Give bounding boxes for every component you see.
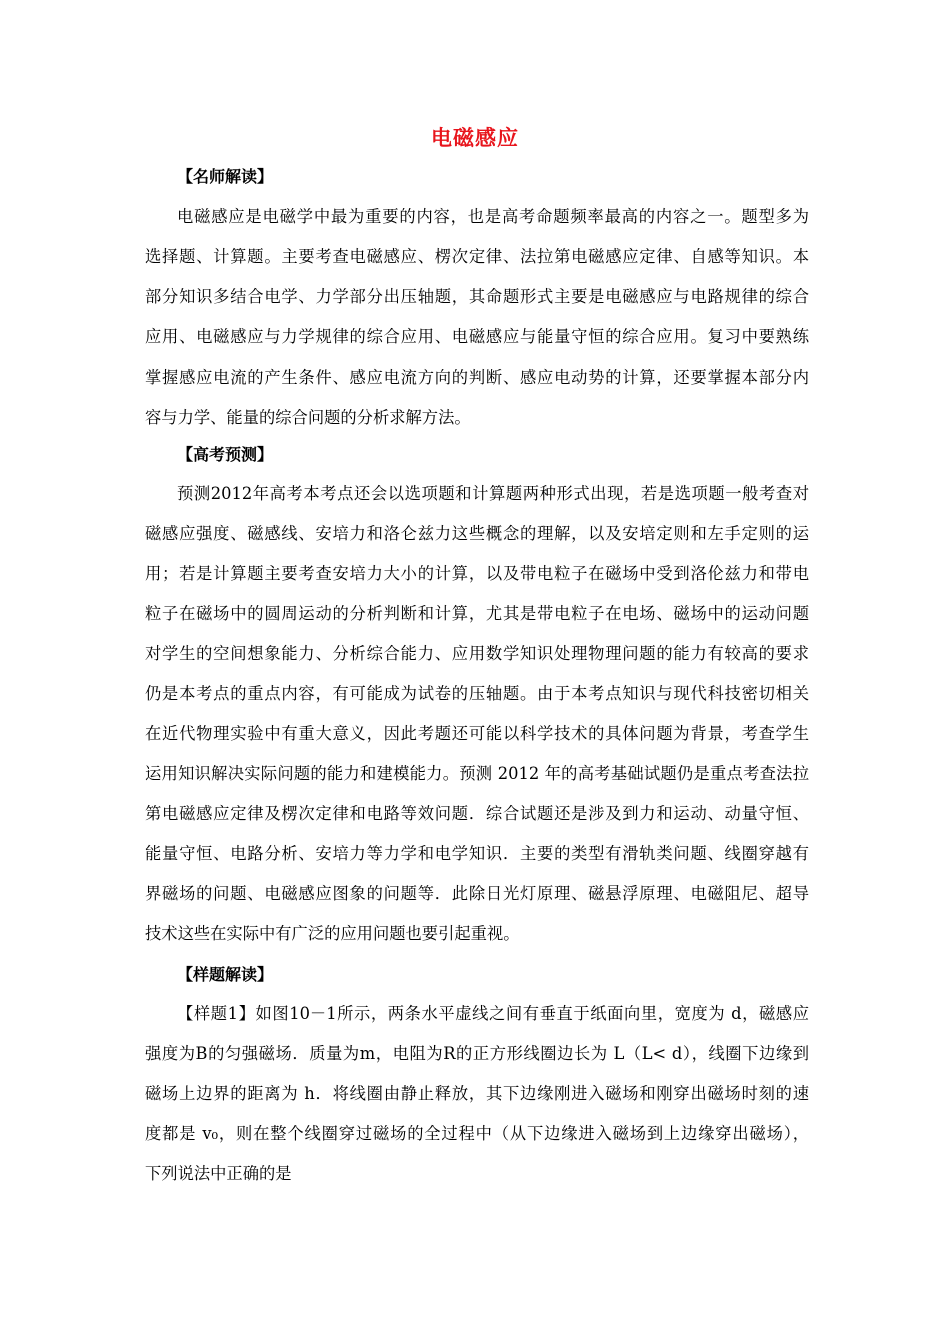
section-heading-sample-question: 【样题解读】 [177,965,274,984]
paragraph-line: 技术这些在实际中有广泛的应用问题也要引起重视。 [145,924,520,943]
paragraph-line: 粒子在磁场中的圆周运动的分析判断和计算，尤其是带电粒子在电场、磁场中的运动问题 [145,604,809,623]
page-title: 电磁感应 [431,126,519,150]
paragraph-line: 【样题1】如图10－1所示，两条水平虚线之间有垂直于纸面向里，宽度为 d，磁感应 [177,1004,809,1023]
paragraph-line: 在近代物理实验中有重大意义，因此考题还可能以科学技术的具体问题为背景，考查学生 [145,724,809,743]
paragraph-line: 度都是 v₀，则在整个线圈穿过磁场的全过程中（从下边缘进入磁场到上边缘穿出磁场）， [145,1124,809,1143]
paragraph-line: 用；若是计算题主要考查安培力大小的计算，以及带电粒子在磁场中受到洛伦兹力和带电 [145,564,809,583]
paragraph-line: 磁场上边界的距离为 h．将线圈由静止释放，其下边缘刚进入磁场和刚穿出磁场时刻的速 [145,1084,809,1103]
paragraph-line: 强度为B的匀强磁场．质量为m，电阻为R的正方形线圈边长为 L（L< d），线圈下边缘到 [145,1044,809,1063]
paragraph-line: 电磁感应是电磁学中最为重要的内容，也是高考命题频率最高的内容之一。题型多为 [177,207,809,226]
paragraph-line: 对学生的空间想象能力、分析综合能力、应用数学知识处理物理问题的能力有较高的要求 [145,644,809,663]
paragraph-line: 仍是本考点的重点内容，有可能成为试卷的压轴题。由于本考点知识与现代科技密切相关 [145,684,809,703]
paragraph-line: 部分知识多结合电学、力学部分出压轴题，其命题形式主要是电磁感应与电路规律的综合 [145,287,809,306]
paragraph-line: 应用、电磁感应与力学规律的综合应用、电磁感应与能量守恒的综合应用。复习中要熟练 [145,327,809,346]
paragraph-line: 运用知识解决实际问题的能力和建模能力。预测 2012 年的高考基础试题仍是重点考查法拉 [145,764,809,783]
paragraph-line: 界磁场的问题、电磁感应图象的问题等．此除日光灯原理、磁悬浮原理、电磁阻尼、超导 [145,884,809,903]
paragraph-line: 下列说法中正确的是 [145,1164,292,1183]
paragraph-line: 能量守恒、电路分析、安培力等力学和电学知识．主要的类型有滑轨类问题、线圈穿越有 [145,844,809,863]
section-heading-teacher-reading: 【名师解读】 [177,167,274,186]
paragraph-line: 预测2012年高考本考点还会以选项题和计算题两种形式出现，若是选项题一般考查对 [177,484,809,503]
paragraph-line: 容与力学、能量的综合问题的分析求解方法。 [145,408,471,427]
section-heading-exam-forecast: 【高考预测】 [177,445,274,464]
paragraph-line: 掌握感应电流的产生条件、感应电流方向的判断、感应电动势的计算，还要掌握本部分内 [145,368,809,387]
paragraph-line: 第电磁感应定律及楞次定律和电路等效问题．综合试题还是涉及到力和运动、动量守恒、 [145,804,809,823]
paragraph-line: 磁感应强度、磁感线、安培力和洛仑兹力这些概念的理解，以及安培定则和左手定则的运 [145,524,809,543]
paragraph-line: 选择题、计算题。主要考查电磁感应、楞次定律、法拉第电磁感应定律、自感等知识。本 [145,247,809,266]
